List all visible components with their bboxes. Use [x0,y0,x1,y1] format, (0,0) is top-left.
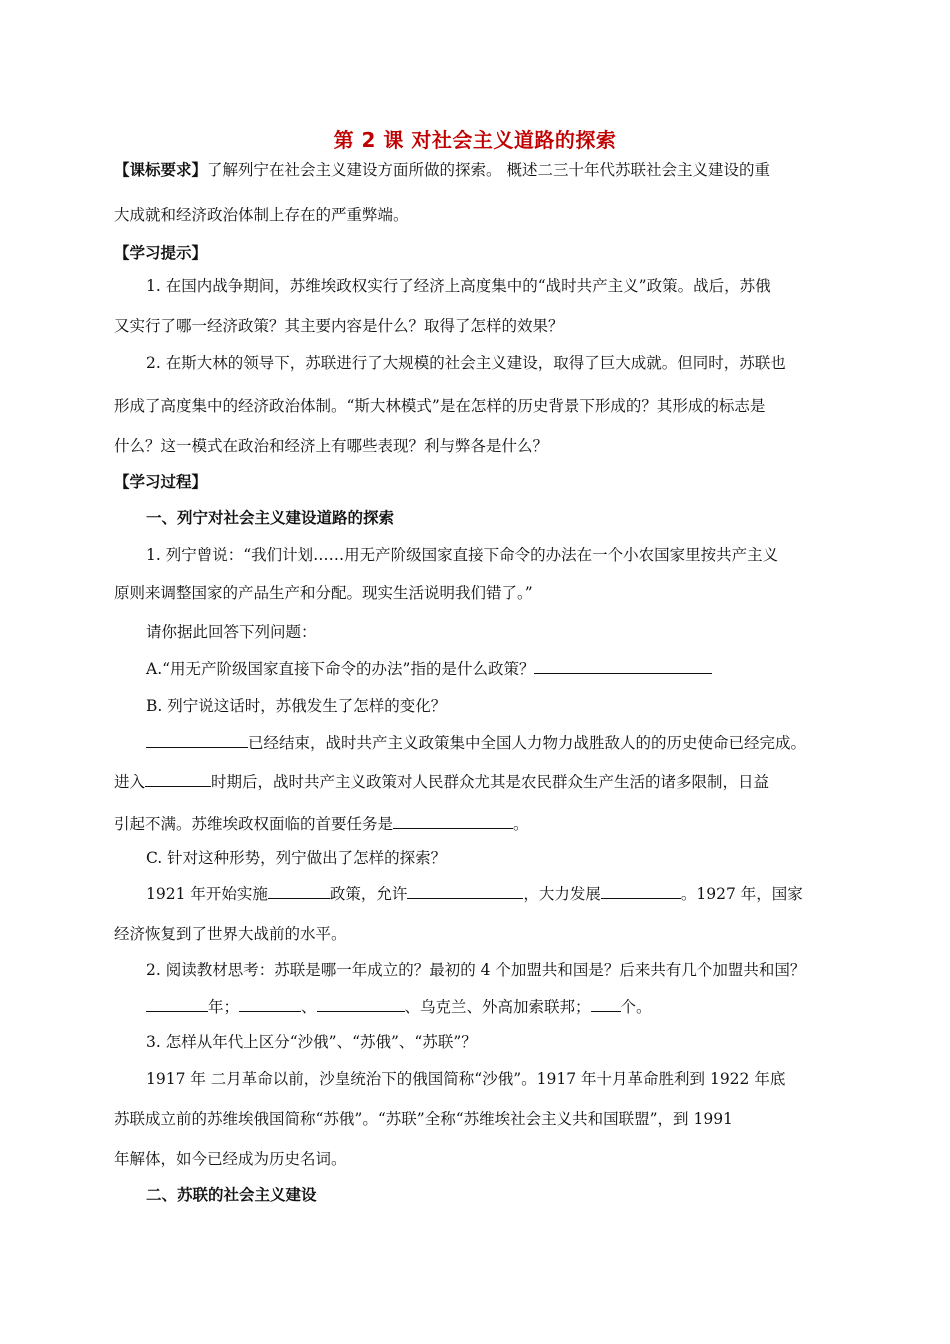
q2-line: 2. 阅读教材思考：苏联是哪一年成立的？最初的 4 个加盟共和国是？后来共有几个加盟共和国？ [146,961,806,979]
question-b-answer-2-text: 时期后，战时共产主义政策对人民群众尤其是农民群众生产生活的诸多限制，日益 [211,773,770,791]
answer-blank-c1[interactable] [268,884,330,899]
q1-line-2: 原则来调整国家的产品生产和分配。现实生活说明我们错了。” [114,584,533,602]
q1-prompt: 请你据此回答下列问题： [146,623,317,641]
standard-line-2: 大成就和经济政治体制上存在的严重弊端。 [114,206,409,224]
section-1-heading: 一、列宁对社会主义建设道路的探索 [146,509,395,527]
question-a-text: A.“用无产阶级国家直接下命令的办法”指的是什么政策？ [146,660,535,678]
q3-answer-1: 1917 年 二月革命以前，沙皇统治下的俄国简称“沙俄”。1917 年十月革命胜利到 1922 年底 [146,1070,786,1088]
question-b-answer-3 [114,814,529,834]
question-c: C. 针对这种形势，列宁做出了怎样的探索？ [146,849,447,867]
question-b-answer-3-text: 引起不满。苏维埃政权面临的首要任务是 [114,815,394,833]
question-b-answer-3-end: 。 [513,815,529,833]
q2-answer-3: 、乌克兰、外高加索联邦； [404,998,591,1016]
answer-blank-b3[interactable] [393,814,513,829]
answer-blank-b2[interactable] [145,772,211,787]
q3-answer-3: 年解体，如今已经成为历史名词。 [114,1150,347,1168]
standard-text-1: 了解列宁在社会主义建设方面所做的探索。 概述二三十年代苏联社会主义建设的重 [207,161,770,179]
answer-blank-b1[interactable] [146,733,248,748]
answer-blank-c2[interactable] [407,884,523,899]
question-c-answer-1a: 1921 年开始实施 [146,885,268,903]
answer-blank-q2-rep2[interactable] [317,997,405,1012]
lesson-title: 第 2 课 对社会主义道路的探索 [333,128,617,152]
q1-line-1: 1. 列宁曾说：“我们计划……用无产阶级国家直接下命令的办法在一个小农国家里按共产主义 [146,546,779,564]
tips-p1-line-2: 又实行了哪一经济政策？其主要内容是什么？取得了怎样的效果？ [114,317,564,335]
tips-p2-line-1: 2. 在斯大林的领导下，苏联进行了大规模的社会主义建设，取得了巨大成就。但同时，苏联也 [146,354,786,372]
question-b-answer-2 [114,772,769,792]
standard-line-1 [114,160,770,180]
question-b-answer-1 [146,733,806,753]
tips-p2-line-3: 什么？这一模式在政治和经济上有哪些表现？利与弊各是什么？ [114,437,549,455]
q2-answer [146,997,652,1017]
question-c-answer-1 [146,884,803,904]
q2-answer-2: 、 [301,998,317,1016]
question-b: B. 列宁说这话时，苏俄发生了怎样的变化？ [146,697,447,715]
answer-blank-a[interactable] [534,659,712,674]
question-b-answer-1-text: 已经结束，战时共产主义政策集中全国人力物力战胜敌人的的历史使命已经完成。 [248,734,807,752]
standard-label: 【课标要求】 [114,161,208,179]
q3-answer-2: 苏联成立前的苏维埃俄国简称“苏俄”。“苏联”全称“苏维埃社会主义共和国联盟”，到 1991 [114,1110,733,1128]
q2-answer-1: 年； [208,998,240,1016]
question-c-answer-1b: 政策，允许 [329,885,408,903]
question-a [146,659,712,679]
question-b-answer-2-prefix: 进入 [114,773,146,791]
tips-heading: 【学习提示】 [114,244,208,262]
tips-p1-line-1: 1. 在国内战争期间，苏维埃政权实行了经济上高度集中的“战时共产主义”政策。战后，苏俄 [146,277,771,295]
q3-line: 3. 怎样从年代上区分“沙俄”、“苏俄”、“苏联”？ [146,1033,477,1051]
answer-blank-q2-year[interactable] [146,997,208,1012]
question-c-answer-1c: ，大力发展 [523,885,601,903]
answer-blank-c3[interactable] [601,884,681,899]
process-heading: 【学习过程】 [114,473,208,491]
answer-blank-q2-rep1[interactable] [239,997,301,1012]
answer-blank-q2-count[interactable] [591,997,621,1012]
q2-answer-4: 个。 [620,998,652,1016]
tips-p2-line-2: 形成了高度集中的经济政治体制。“斯大林模式”是在怎样的历史背景下形成的？其形成的标志是 [114,397,766,415]
question-c-answer-2: 经济恢复到了世界大战前的水平。 [114,925,347,943]
question-c-answer-1d: 。1927 年，国家 [680,885,803,903]
section-2-heading: 二、苏联的社会主义建设 [146,1186,317,1204]
